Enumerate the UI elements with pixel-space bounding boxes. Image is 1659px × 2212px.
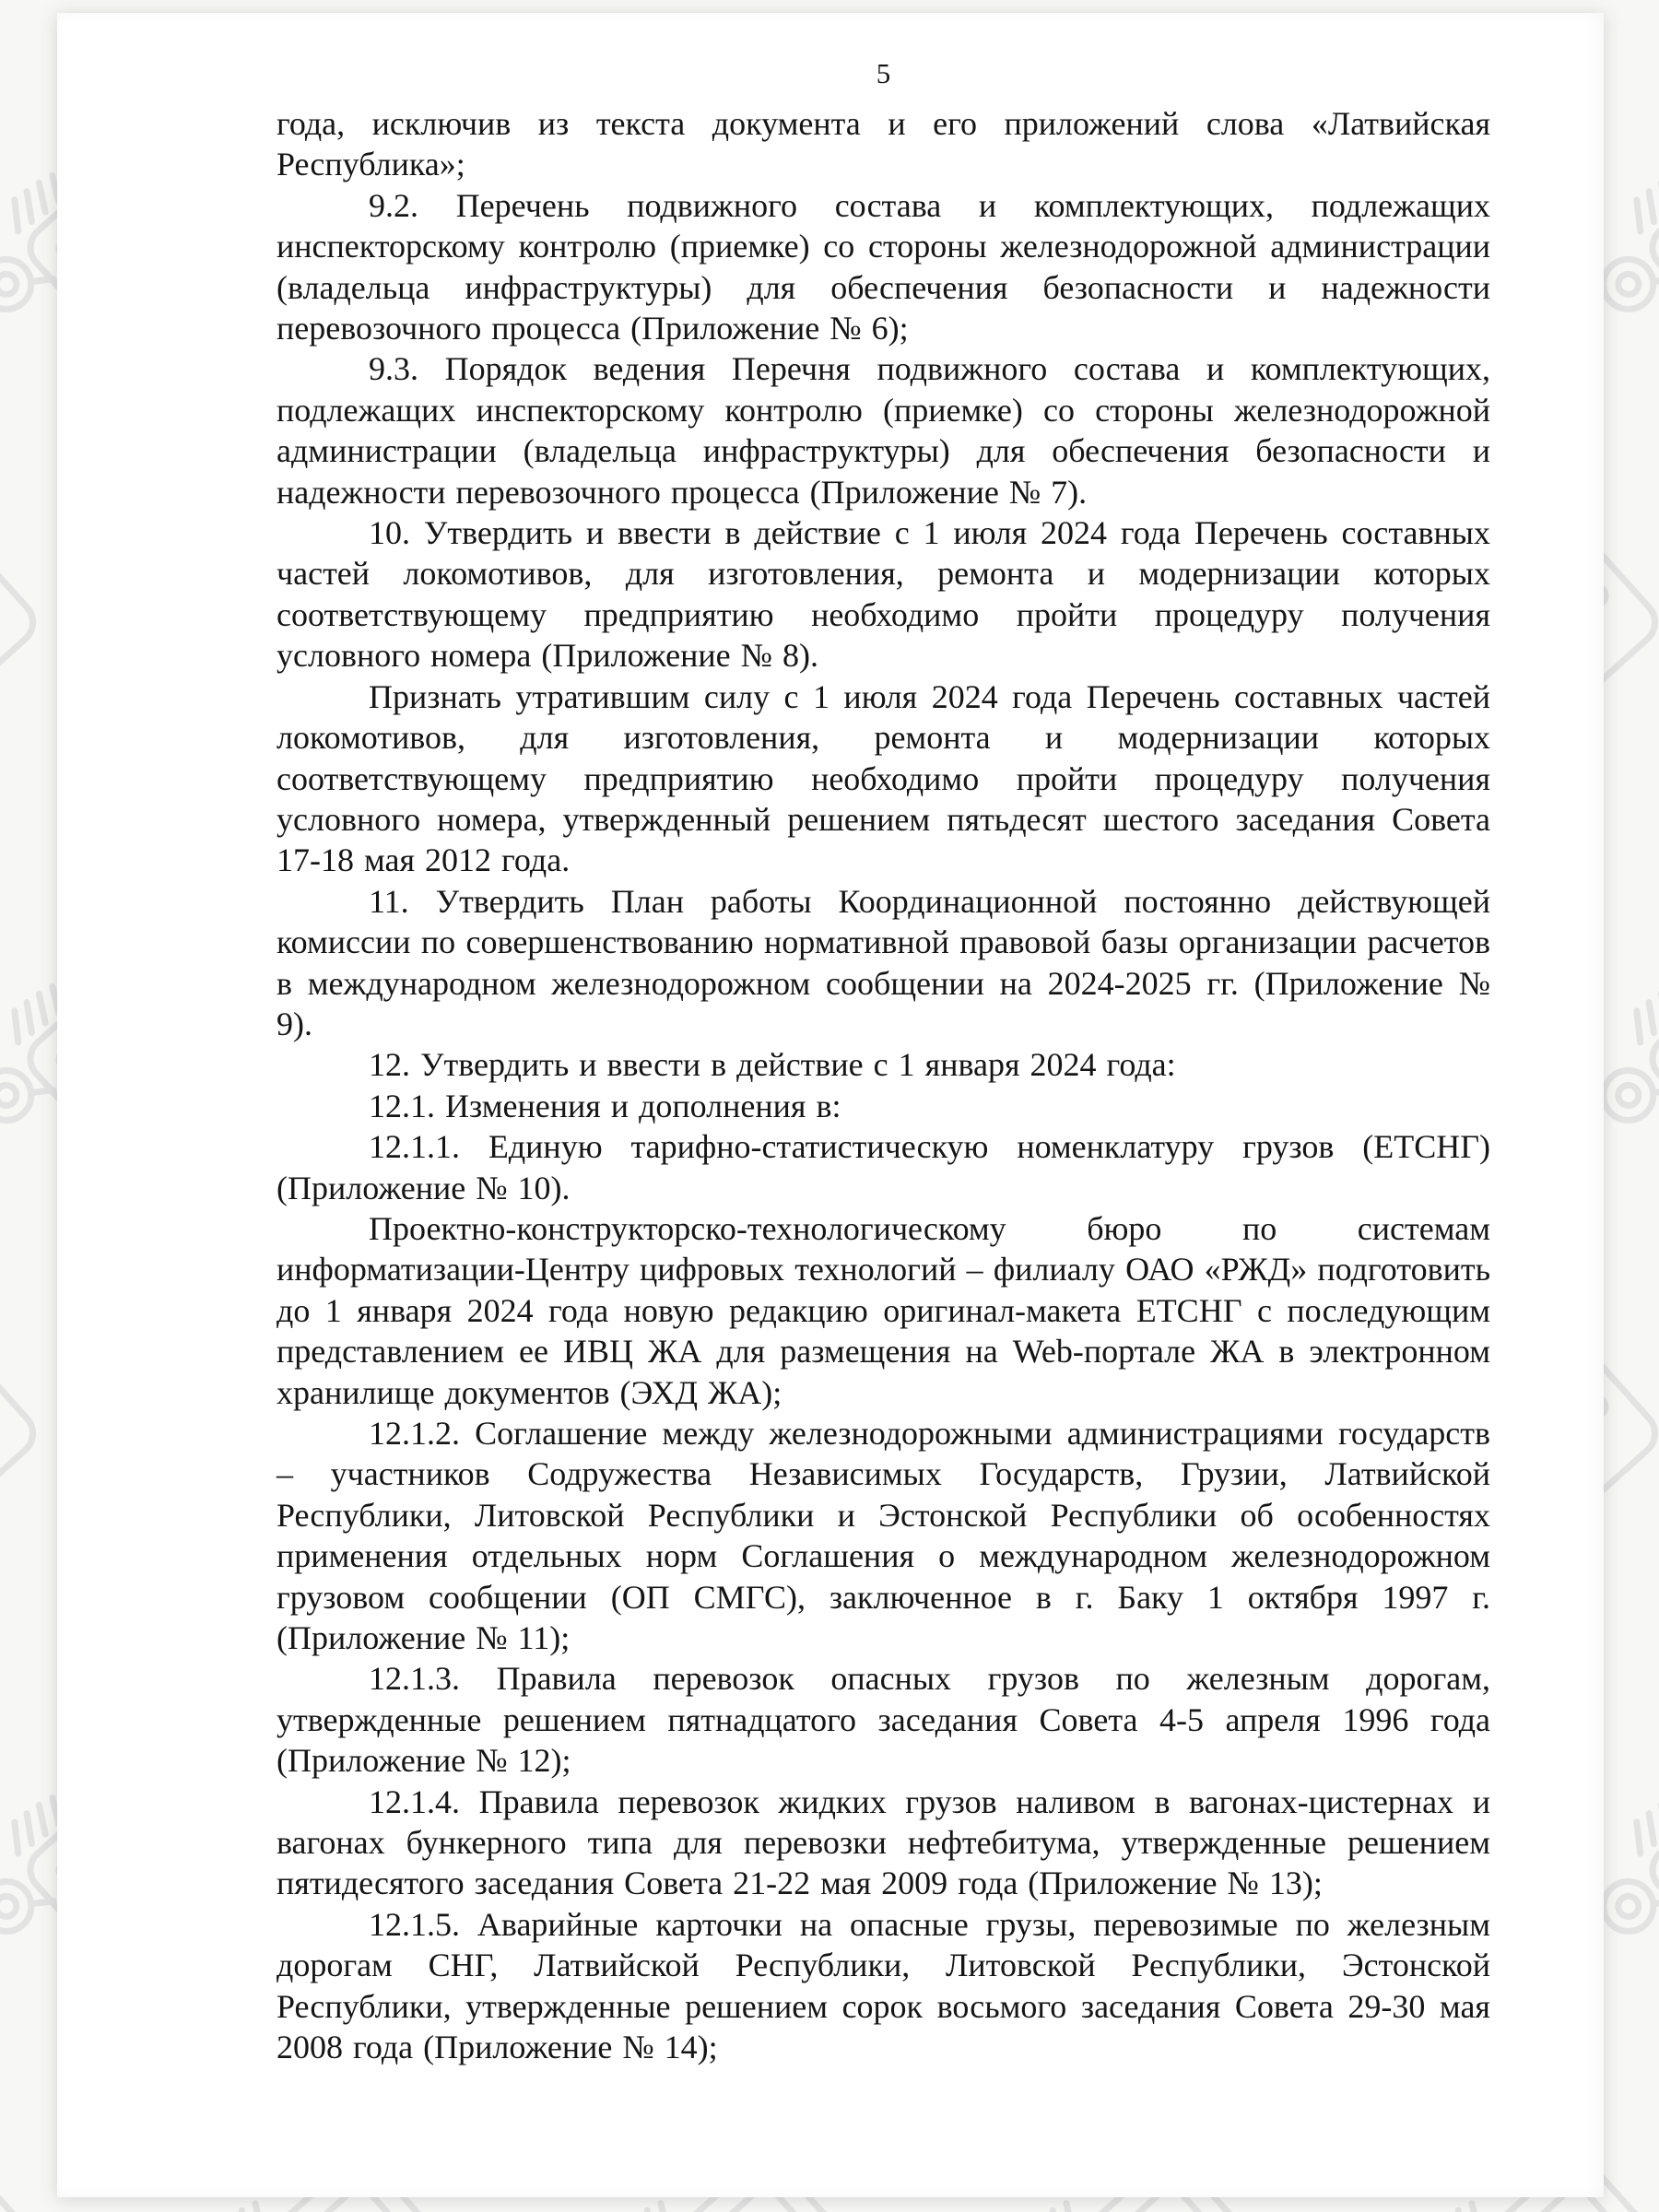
paragraph: 9.2. Перечень подвижного состава и комплектующих, подлежащих инспекторскому контролю (приемке) со стороны железнодорожной администрации (владельца инфраструктуры) для обеспечения безопасности и надежности перевозочного процесса (Приложение № 6);: [276, 186, 1490, 347]
paragraph: 12.1.2. Соглашение между железнодорожными администрациями государств – участников Содружества Независимых Государств, Грузии, Латвийской Республики, Литовской Республики и Эстонской Республики об особенностях применения отдельных норм Соглашения о международном железнодорожном грузовом сообщении (ОП СМГС), заключенное в г. Баку 1 октября 1997 г. (Приложение № 11);: [276, 1415, 1490, 1657]
locomotive-watermark-icon: [0, 500, 41, 789]
paragraph: 9.3. Порядок ведения Перечня подвижного состава и комплектующих, подлежащих инспекторскому контролю (приемке) со стороны железнодорожной администрации (владельца инфраструктуры) для обеспечения безопасности и надежности перевозочного процесса (Приложение № 7).: [276, 350, 1490, 511]
paragraph: года, исключив из текста документа и его приложений слова «Латвийская Республика»;: [276, 105, 1490, 183]
paragraph: Проектно-конструкторско-технологическому бюро по системам информатизации-Центру цифровых технологий – филиалу ОАО «РЖД» подготовить до 1 января 2024 года новую редакцию оригинал-макета ЕТСНГ с последующим представлением ее ИВЦ ЖА для размещения на Web-портале ЖА в электронном хранилище документов (ЭХД ЖА);: [276, 1209, 1490, 1411]
paragraph: 12.1.4. Правила перевозок жидких грузов наливом в вагонах-цистернах и вагонах бункерного типа для перевозки нефтебитума, утвержденные решением пятидесятого заседания Совета 21-22 мая 2009 года (Приложение № 13);: [276, 1783, 1490, 1902]
paragraph: 11. Утвердить План работы Координационной постоянно действующей комиссии по совершенствованию нормативной правовой базы организации расчетов в международном железнодорожном сообщении на 2024-2025 гг. (Приложение № 9).: [276, 882, 1490, 1042]
locomotive-watermark-icon: [0, 1311, 41, 1600]
document-page: [57, 13, 1604, 2197]
page-number: 5: [876, 57, 891, 89]
paragraph: 12.1.3. Правила перевозок опасных грузов по железным дорогам, утвержденные решением пятнадцатого заседания Совета 4-5 апреля 1996 года (Приложение № 12);: [276, 1660, 1490, 1780]
paragraph: 12. Утвердить и ввести в действие с 1 января 2024 года:: [369, 1046, 1176, 1084]
paragraph: 12.1.5. Аварийные карточки на опасные грузы, перевозимые по железным дорогам СНГ, Латвийской Республики, Литовской Республики, Эстонской Республики, утвержденные решением сорок восьмого заседания Совета 29-30 мая 2008 года (Приложение № 14);: [276, 1905, 1490, 2066]
paragraph: 12.1.1. Единую тарифно-статистическую номенклатуру грузов (ЕТСНГ) (Приложение № 10).: [276, 1128, 1490, 1206]
locomotive-watermark-icon: [0, 2122, 41, 2212]
document-body: [276, 103, 1490, 2068]
paragraph: 12.1. Изменения и дополнения в:: [369, 1087, 841, 1124]
paragraph: 10. Утвердить и ввести в действие с 1 июля 2024 года Перечень составных частей локомотивов, для изготовления, ремонта и модернизации которых соответствующему предприятию необходимо пройти процедуру получения условного номера (Приложение № 8).: [276, 514, 1490, 675]
paragraph: Признать утратившим силу с 1 июля 2024 года Перечень составных частей локомотивов, для изготовления, ремонта и модернизации которых соответствующему предприятию необходимо пройти процедуру получения условного номера, утвержденный решением пятьдесят шестого заседания Совета 17-18 мая 2012 года.: [276, 677, 1490, 879]
